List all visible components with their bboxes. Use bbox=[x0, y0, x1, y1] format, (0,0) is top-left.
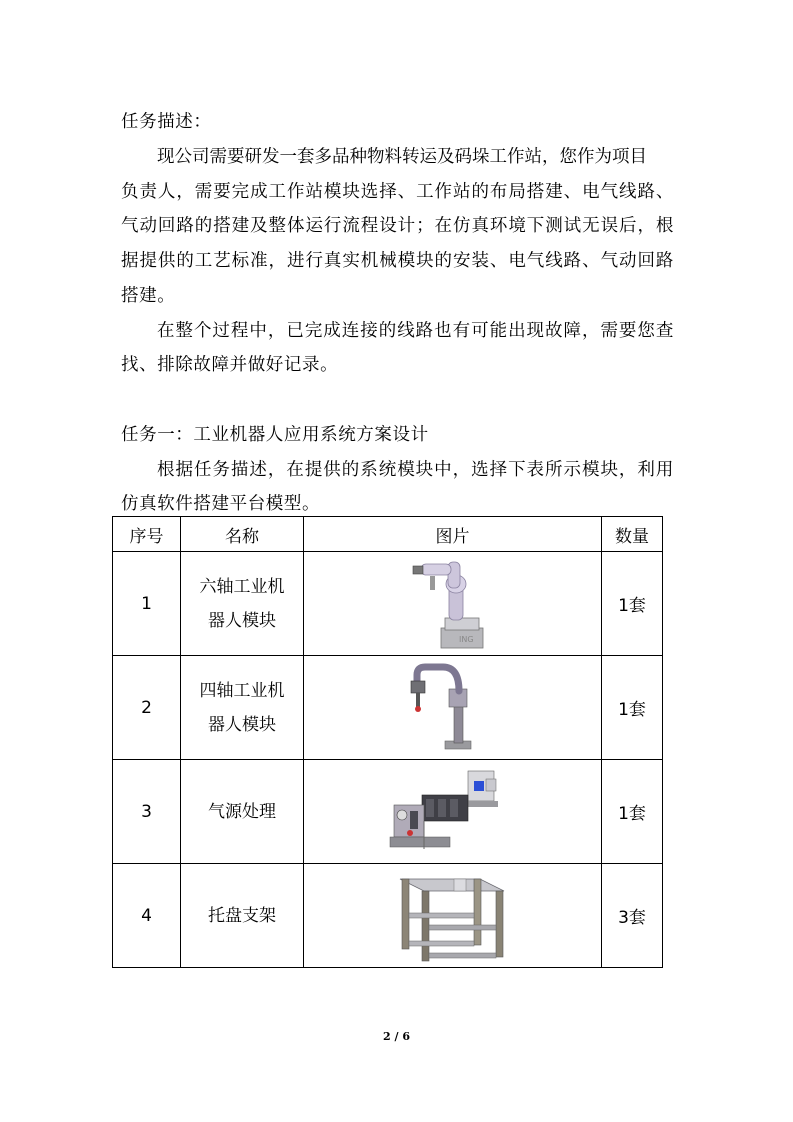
task-desc-para2-line-1: 在整个过程中，已完成连接的线路也有可能出现故障，需要您查 bbox=[157, 321, 674, 341]
pallet-rack-image bbox=[304, 864, 602, 968]
row-qty: 3套 bbox=[602, 864, 663, 968]
task-desc-line-1: 现公司需要研发一套多品种物料转运及码垛工作站，您作为项目 bbox=[157, 147, 647, 167]
header-qty: 数量 bbox=[602, 517, 663, 552]
row-name-line: 六轴工业机 bbox=[199, 576, 285, 597]
table-header-row bbox=[113, 517, 663, 552]
table-row bbox=[113, 760, 663, 864]
module-table bbox=[112, 516, 663, 968]
scara-robot-image bbox=[304, 656, 602, 760]
row-qty: 1套 bbox=[602, 552, 663, 656]
row-name-line: 托盘支架 bbox=[208, 905, 276, 926]
row-qty: 1套 bbox=[602, 760, 663, 864]
table-row bbox=[113, 656, 663, 760]
table-row bbox=[113, 552, 663, 656]
row-no: 1 bbox=[113, 552, 181, 656]
row-name bbox=[181, 864, 304, 968]
row-no: 3 bbox=[113, 760, 181, 864]
task-desc-line-5: 搭建。 bbox=[121, 286, 176, 306]
task-desc-para2-line-2: 找、排除故障并做好记录。 bbox=[121, 355, 339, 375]
row-no: 4 bbox=[113, 864, 181, 968]
table-row bbox=[113, 864, 663, 968]
header-name: 名称 bbox=[181, 517, 304, 552]
task-desc-line-4: 据提供的工艺标准，进行真实机械模块的安装、电气线路、气动回路 bbox=[121, 251, 674, 271]
row-name-line: 四轴工业机 bbox=[199, 680, 285, 701]
row-name-line: 器人模块 bbox=[208, 714, 276, 735]
svg-text:ING: ING bbox=[458, 634, 474, 644]
row-no: 2 bbox=[113, 656, 181, 760]
task-desc-line-2: 负责人，需要完成工作站模块选择、工作站的布局搭建、电气线路、 bbox=[121, 182, 674, 202]
row-name bbox=[181, 552, 304, 656]
task-one-line-2: 仿真软件搭建平台模型。 bbox=[121, 494, 321, 514]
six-axis-robot-image bbox=[304, 552, 602, 656]
row-name-line: 器人模块 bbox=[208, 610, 276, 631]
task-one-line-1: 根据任务描述，在提供的系统模块中，选择下表所示模块，利用 bbox=[157, 460, 674, 480]
task-desc-heading: 任务描述： bbox=[121, 112, 212, 132]
air-source-unit-image bbox=[304, 760, 602, 864]
task-desc-line-3: 气动回路的搭建及整体运行流程设计；在仿真环境下测试无误后，根 bbox=[121, 216, 674, 236]
header-image: 图片 bbox=[304, 517, 602, 552]
row-qty: 1套 bbox=[602, 656, 663, 760]
task-one-heading: 任务一：工业机器人应用系统方案设计 bbox=[121, 425, 429, 445]
row-name bbox=[181, 656, 304, 760]
row-name-line: 气源处理 bbox=[208, 801, 276, 822]
page-number: 2 / 6 bbox=[383, 1030, 410, 1043]
header-no: 序号 bbox=[113, 517, 181, 552]
row-name bbox=[181, 760, 304, 864]
